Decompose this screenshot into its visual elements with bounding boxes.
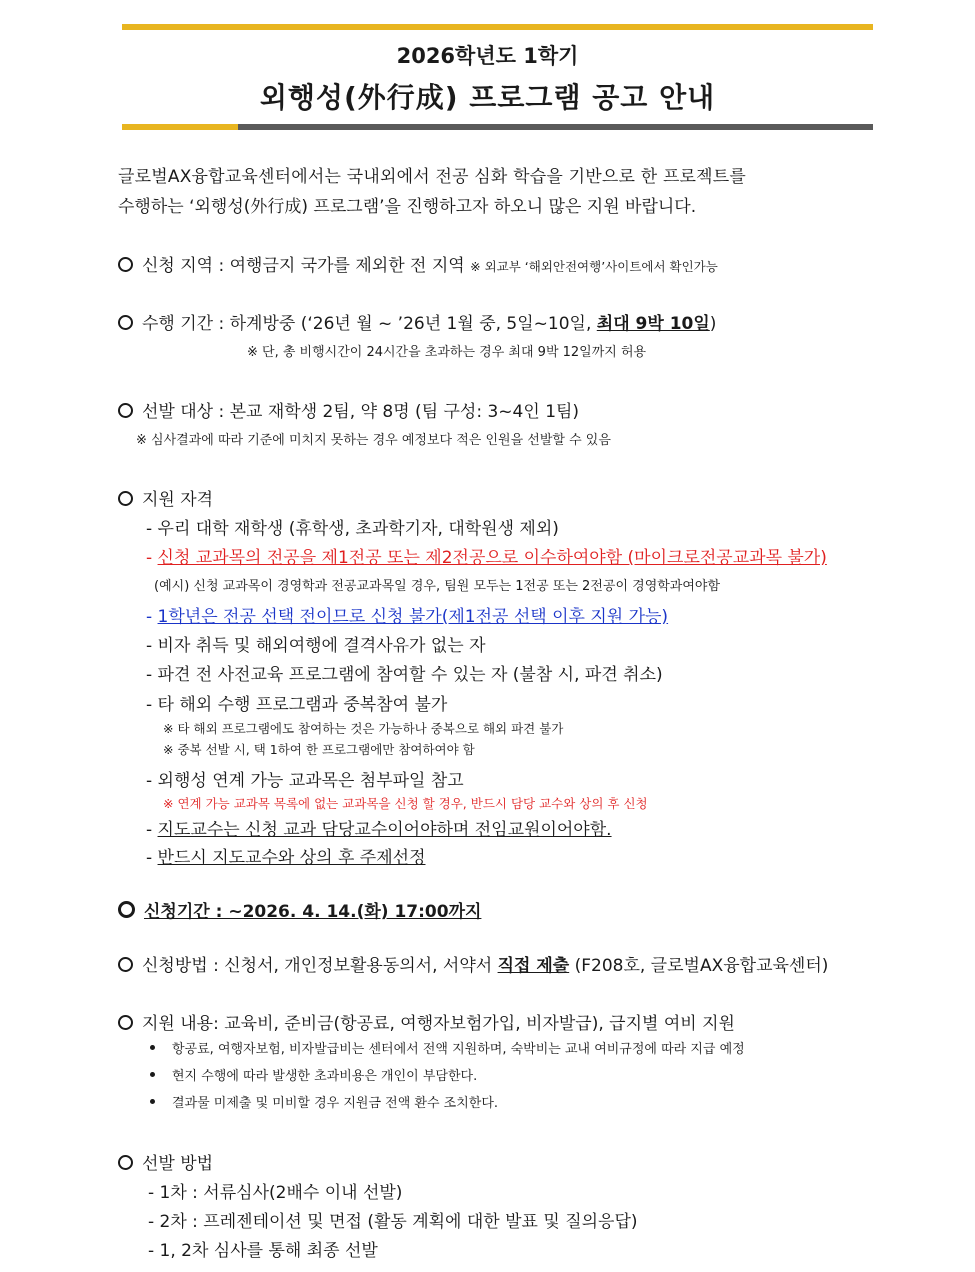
period-note: ※ 단, 총 비행시간이 24시간을 초과하는 경우 최대 9박 12일까지 허용 <box>247 345 647 360</box>
eligibility-item-9 <box>146 843 426 868</box>
period-label: 수행 기간 : 하계방중 (‘26년 월 ~ ’26년 1월 중, 5일~10일, <box>142 314 597 334</box>
circle-bullet-icon <box>118 1155 133 1170</box>
period-line <box>118 309 716 334</box>
period-emphasis: 최대 9박 10일 <box>596 314 710 334</box>
support-bullet-text: 항공료, 여행자보험, 비자발급비는 센터에서 전액 지원하며, 숙박비는 교내 여비규정에 따라 지급 예정 <box>172 1042 745 1057</box>
eligibility-item-8 <box>146 815 612 840</box>
support-bullet-text: 결과물 미제출 및 미비할 경우 지원금 전액 환수 조치한다. <box>172 1096 499 1111</box>
dot-bullet-icon <box>150 1045 155 1050</box>
method-suffix: (F208호, 글로벌AX융합교육센터) <box>569 956 829 976</box>
selection-item-3: - 1, 2차 심사를 통해 최종 선발 <box>148 1241 378 1261</box>
circle-bullet-icon <box>118 901 135 918</box>
circle-bullet-icon <box>118 403 133 418</box>
target-line <box>118 397 579 422</box>
method-line <box>118 951 828 976</box>
circle-bullet-icon <box>118 257 133 272</box>
support-label: 지원 내용: 교육비, 준비금(항공료, 여행자보험가입, 비자발급), 급지별 여비 지원 <box>142 1014 735 1034</box>
eligibility-item-8-text: 지도교수는 신청 교과 담당교수이어야하며 전임교원이어야함. <box>157 820 612 840</box>
region-line <box>118 251 718 276</box>
selection-heading: 선발 방법 <box>142 1154 214 1174</box>
eligibility-item-5: - 파견 전 사전교육 프로그램에 참여할 수 있는 자 (불참 시, 파견 취소) <box>146 665 663 685</box>
circle-bullet-icon <box>118 957 133 972</box>
eligibility-item-1: - 우리 대학 재학생 (휴학생, 초과학기자, 대학원생 제외) <box>146 519 559 539</box>
eligibility-item-7: - 외행성 연계 가능 교과목은 첨부파일 참고 <box>146 771 464 791</box>
support-bullet-1 <box>150 1038 745 1057</box>
eligibility-note-6a: ※ 타 해외 프로그램에도 참여하는 것은 가능하나 중복으로 해외 파견 불가 <box>163 721 564 736</box>
eligibility-item-4: - 비자 취득 및 해외여행에 결격사유가 없는 자 <box>146 636 486 656</box>
support-bullet-3 <box>150 1092 498 1111</box>
eligibility-heading-line <box>118 485 213 510</box>
deadline-label: 신청기간 : ~2026. 4. 14.(화) 17:00까지 <box>144 902 482 922</box>
support-line <box>118 1009 735 1034</box>
item-dash: - <box>146 820 158 840</box>
deadline-line <box>118 897 481 922</box>
eligibility-item-3-text: 1학년은 전공 선택 전이므로 신청 불가(제1전공 선택 이후 지원 가능) <box>157 607 669 627</box>
document-subtitle: 2026학년도 1학기 <box>396 44 579 68</box>
support-bullet-2 <box>150 1065 477 1084</box>
selection-item-1: - 1차 : 서류심사(2배수 이내 선발) <box>148 1183 403 1203</box>
eligibility-note-7: ※ 연계 가능 교과목 목록에 없는 교과목을 신청 할 경우, 반드시 담당 교수와 상의 후 신청 <box>163 796 648 811</box>
support-bullet-text: 현지 수행에 따라 발생한 초과비용은 개인이 부담한다. <box>172 1069 478 1084</box>
eligibility-item-6: - 타 해외 수행 프로그램과 중복참여 불가 <box>146 695 448 715</box>
circle-bullet-icon <box>118 491 133 506</box>
item-dash: - <box>146 607 158 627</box>
eligibility-item-9-text: 반드시 지도교수와 상의 후 주제선정 <box>157 848 426 868</box>
dot-bullet-icon <box>150 1072 155 1077</box>
intro-line-2: 수행하는 ‘외행성(外行成) 프로그램’을 진행하고자 하오니 많은 지원 바랍니다. <box>118 197 697 217</box>
region-label: 신청 지역 : 여행금지 국가를 제외한 전 지역 <box>142 256 465 276</box>
method-emphasis: 직접 제출 <box>497 956 570 976</box>
eligibility-example: (예시) 신청 교과목이 경영학과 전공교과목일 경우, 팀원 모두는 1전공 또는 2전공이 경영학과여야함 <box>154 579 721 594</box>
item-dash: - <box>146 848 158 868</box>
dot-bullet-icon <box>150 1099 155 1104</box>
eligibility-heading: 지원 자격 <box>142 490 214 510</box>
selection-heading-line <box>118 1149 213 1174</box>
target-note: ※ 심사결과에 따라 기준에 미치지 못하는 경우 예정보다 적은 인원을 선발할 수 있음 <box>136 433 611 448</box>
target-label: 선발 대상 : 본교 재학생 2팀, 약 8명 (팀 구성: 3~4인 1팀) <box>142 402 580 422</box>
header-bottom-bar <box>122 124 873 130</box>
method-prefix: 신청방법 : 신청서, 개인정보활용동의서, 서약서 <box>142 956 498 976</box>
intro-line-1: 글로벌AX융합교육센터에서는 국내외에서 전공 심화 학습을 기반으로 한 프로젝트를 <box>118 167 747 187</box>
circle-bullet-icon <box>118 1015 133 1030</box>
document-title: 외행성(外行成) 프로그램 공고 안내 <box>259 81 716 114</box>
eligibility-item-3 <box>146 602 668 627</box>
selection-item-2: - 2차 : 프레젠테이션 및 면접 (활동 계획에 대한 발표 및 질의응답) <box>148 1212 638 1232</box>
eligibility-item-2-text: 신청 교과목의 전공을 제1전공 또는 제2전공으로 이수하여야함 (마이크로전공교과목 불가) <box>157 548 827 568</box>
region-note: ※ 외교부 ‘해외안전여행’사이트에서 확인가능 <box>470 259 718 274</box>
header-top-bar <box>122 24 873 30</box>
period-suffix: ) <box>709 314 717 334</box>
item-dash: - <box>146 548 158 568</box>
eligibility-note-6b: ※ 중복 선발 시, 택 1하여 한 프로그램에만 참여하여야 함 <box>163 742 475 757</box>
eligibility-item-2 <box>146 543 827 568</box>
circle-bullet-icon <box>118 315 133 330</box>
